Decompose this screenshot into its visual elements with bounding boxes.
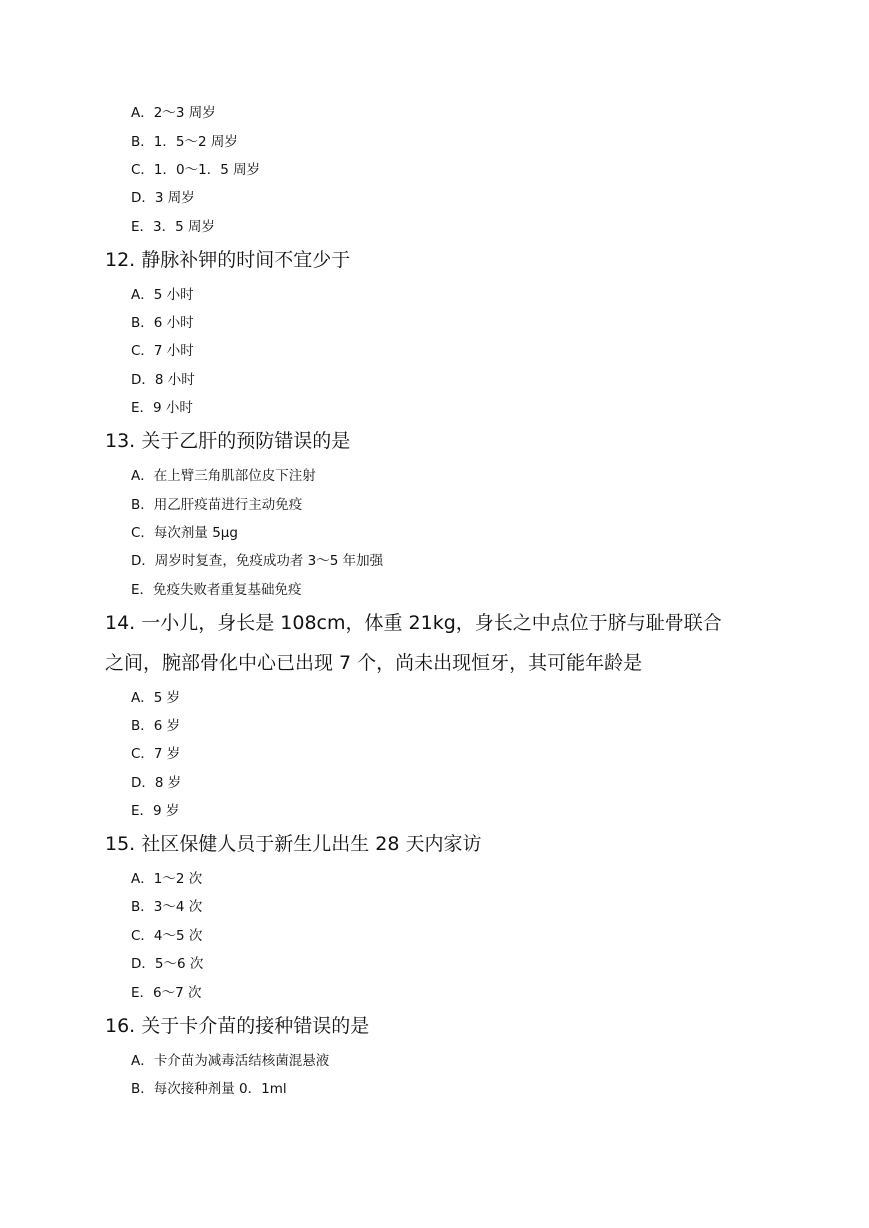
- q12-option-d: D．8 小时: [131, 372, 195, 388]
- q12-option-c: C．7 小时: [131, 343, 194, 359]
- q13-option-e: E．免疫失败者重复基础免疫: [131, 582, 302, 598]
- q11-option-b: B．1．5～2 周岁: [131, 134, 238, 150]
- q15-option-a: A．1～2 次: [131, 871, 203, 887]
- q15-option-b: B．3～4 次: [131, 899, 203, 915]
- q14-stem: 14. 一小儿，身长是 108cm，体重 21kg，身长之中点位于脐与耻骨联合: [105, 612, 722, 634]
- q15-option-c: C．4～5 次: [131, 928, 203, 944]
- q14-option-e: E．9 岁: [131, 803, 180, 819]
- q13-option-d: D．周岁时复查，免疫成功者 3～5 年加强: [131, 553, 384, 569]
- q12-option-e: E．9 小时: [131, 400, 193, 416]
- q11-option-a: A．2～3 周岁: [131, 105, 216, 121]
- q11-option-d: D．3 周岁: [131, 190, 195, 206]
- q12-stem: 12. 静脉补钾的时间不宜少于: [105, 249, 351, 271]
- q16-option-b: B．每次接种剂量 0．1ml: [131, 1081, 287, 1097]
- q16-stem: 16. 关于卡介苗的接种错误的是: [105, 1015, 370, 1037]
- q11-option-e: E．3．5 周岁: [131, 219, 215, 235]
- q12-option-a: A．5 小时: [131, 287, 194, 303]
- q11-option-c: C．1．0～1．5 周岁: [131, 162, 261, 178]
- q14-option-a: A．5 岁: [131, 690, 181, 706]
- q14-stem-continued: 之间，腕部骨化中心已出现 7 个，尚未出现恒牙，其可能年龄是: [105, 652, 643, 674]
- q15-stem: 15. 社区保健人员于新生儿出生 28 天内家访: [105, 833, 482, 855]
- q13-option-b: B．用乙肝疫苗进行主动免疫: [131, 497, 303, 513]
- q14-option-d: D．8 岁: [131, 775, 182, 791]
- q13-stem: 13. 关于乙肝的预防错误的是: [105, 430, 351, 452]
- q13-option-c: C．每次剂量 5μg: [131, 525, 238, 541]
- q15-option-e: E．6～7 次: [131, 985, 202, 1001]
- q13-option-a: A．在上臂三角肌部位皮下注射: [131, 468, 316, 484]
- q15-option-d: D．5～6 次: [131, 956, 204, 972]
- q14-option-c: C．7 岁: [131, 746, 181, 762]
- q12-option-b: B．6 小时: [131, 315, 194, 331]
- q14-option-b: B．6 岁: [131, 718, 181, 734]
- q16-option-a: A．卡介苗为减毒活结核菌混悬液: [131, 1053, 330, 1069]
